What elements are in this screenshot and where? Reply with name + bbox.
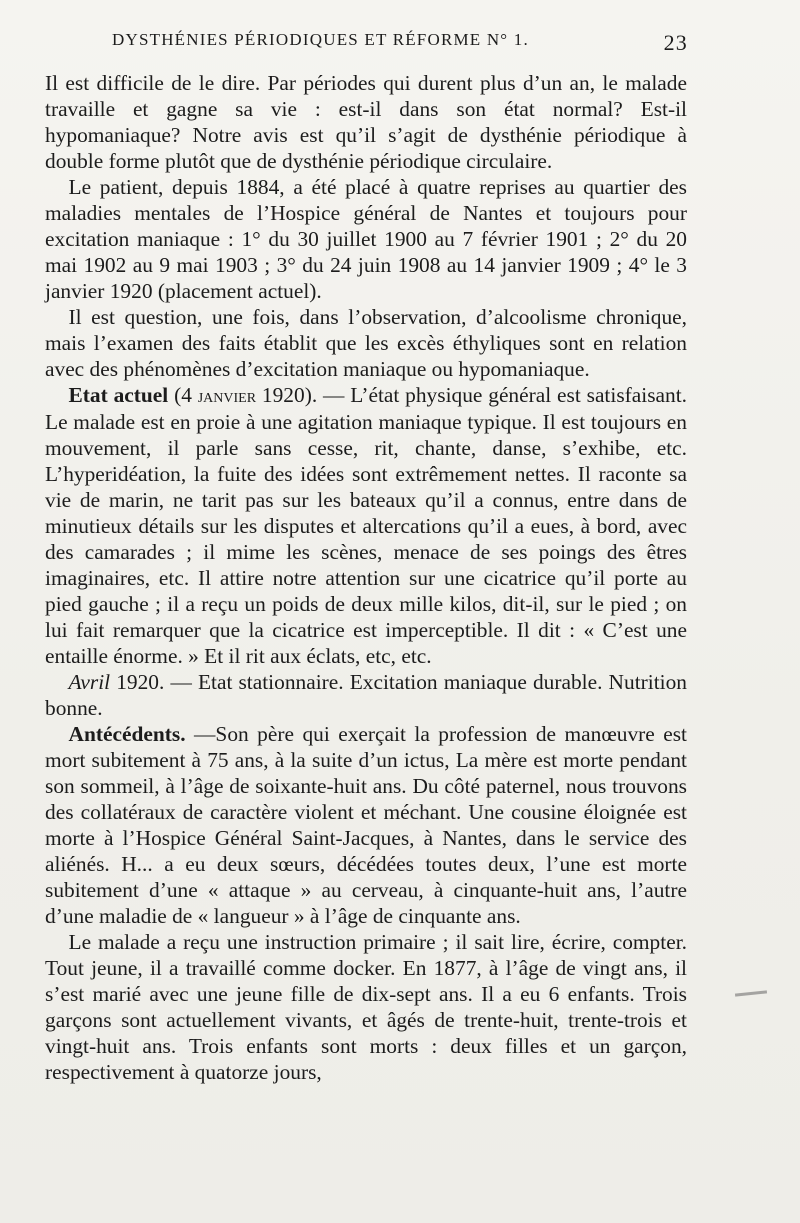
paragraph-5-text: 1920. — Etat stationnaire. Excitation maniaque durable. Nutrition bonne. [45, 670, 687, 720]
date-open: (4 [168, 383, 198, 407]
page-body [45, 70, 687, 1085]
paragraph-6 [45, 721, 687, 929]
section-heading-antecedents: Antécédents. [68, 722, 186, 746]
running-header [112, 30, 688, 55]
paragraph-4-text: L’état physique général est satisfaisant. Le malade est en proie à une agitation maniaque typique. Il est toujours en mouvement, il parle sans cesse, rit, chante, danse, s’exhibe, etc. L’hyperidéation, la fuite des idées sont extrêmement nettes. Il raconte sa vie de marin, ne tarit pas sur les bateaux qu’il a connus, entre dans de minutieux détails sur les disputes et altercations qu’il a eues, à bord, avec des camarades ; il mime les scènes, menace de ses poings des êtres imaginaires, etc. Il attire notre attention sur une cicatrice qu’il porte au pied gauche ; il a reçu un poids de deux mille kilos, dit-il, sur le pied ; on lui fait remarquer que la cicatrice est imperceptible. Il dit : « C’est une entaille énorme. » Et il rit aux éclats, etc, etc. [45, 383, 688, 668]
paragraph-1: Il est difficile de le dire. Par périodes qui durent plus d’un an, le malade travaille et gagne sa vie : est-il dans son état normal? Est-il hypomaniaque? Notre avis est qu’il s’agit de dysthénie périodique à double forme plutôt que de dysthénie périodique circulaire. [45, 71, 687, 173]
paragraph-2: Le patient, depuis 1884, a été placé à quatre reprises au quartier des maladies mentales de l’Hospice général de Nantes et toujours pour excitation maniaque : 1° du 30 juillet 1900 au 7 février 1901 ; 2° du 20 mai 1902 au 9 mai 1903 ; 3° du 24 juin 1908 au 14 janvier 1909 ; 4° le 3 janvier 1920 (placement actuel). [45, 175, 687, 303]
date-month: janvier [197, 385, 257, 407]
paragraph-5 [45, 669, 687, 721]
paragraph-7: Le malade a reçu une instruction primaire ; il sait lire, écrire, compter. Tout jeune, il a travaillé comme docker. En 1877, à l’âge de vingt ans, il s’est marié avec une jeune fille de dix-sept ans. Il a eu 6 enfants. Trois garçons sont actuellement vivants, et âgés de trente-huit, trente-trois et vingt-huit ans. Trois enfants sont morts : deux filles et un garçon, respectivement à quatorze jours, [45, 930, 687, 1084]
paragraph-6-text: —Son père qui exerçait la profession de manœuvre est mort subitement à 75 ans, à la suite d’un ictus, La mère est morte pendant son sommeil, à l’âge de soixante-huit ans. Du côté paternel, nous trouvons des collatéraux de caractère violent et méchant. Une cousine éloignée est morte à l’Hospice Général Saint-Jacques, à Nantes, dans le service des aliénés. H... a eu deux sœurs, décédées toutes deux, l’une est morte subitement d’une « attaque » au cerveau, à cinquante-huit ans, l’autre d’une maladie de « langueur » à l’âge de cinquante ans. [45, 722, 687, 928]
stray-ink-mark [735, 990, 767, 996]
date-avril: Avril [68, 670, 111, 694]
page-number: 23 [663, 30, 688, 55]
paragraph-4 [45, 382, 687, 669]
date-close: 1920). — [256, 383, 351, 407]
section-heading-etat-actuel: Etat actuel [68, 383, 169, 407]
paragraph-3: Il est question, une fois, dans l’observation, d’alcoolisme chronique, mais l’examen des faits établit que les excès éthyliques sont en relation avec des phénomènes d’excitation maniaque ou hypomaniaque. [45, 305, 687, 381]
running-title: DYSTHÉNIES PÉRIODIQUES ET RÉFORME N° 1. [112, 30, 529, 49]
